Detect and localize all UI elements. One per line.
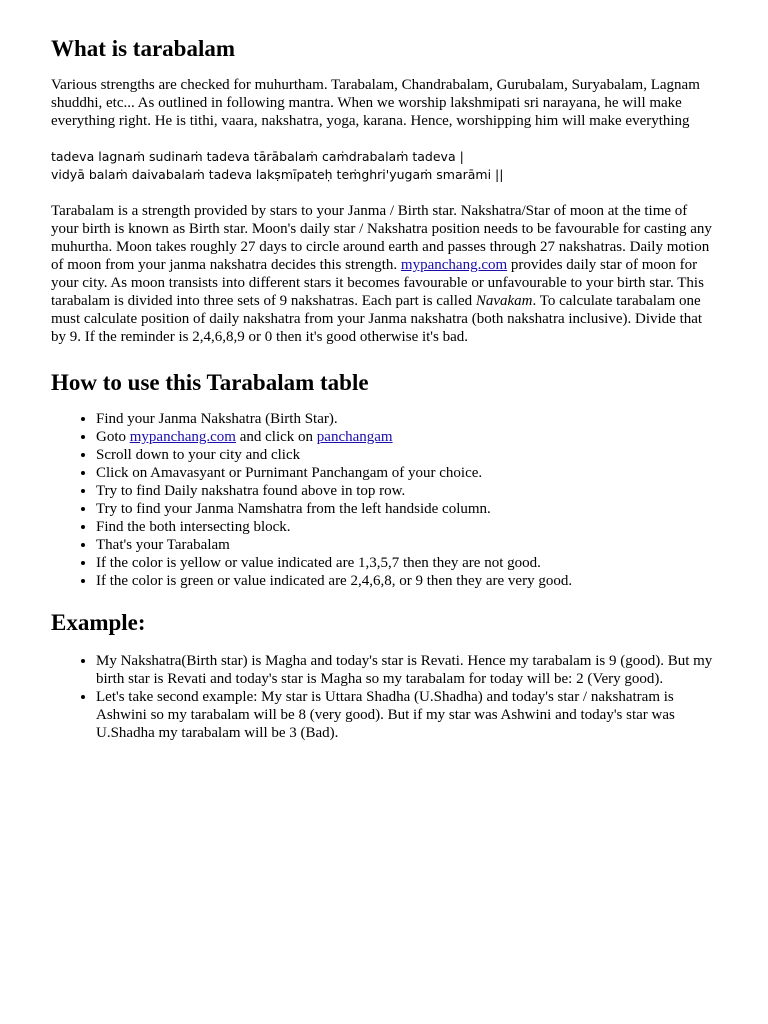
list-item: • That's your Tarabalam — [96, 536, 716, 554]
mantra-line-2: vidyā balaṁ daivabalaṁ tadeva lakṣmīpateḥ teṁghri'yugaṁ smarāmi || — [51, 167, 504, 182]
example-list — [51, 652, 716, 742]
list-item: • If the color is yellow or value indicated are 1,3,5,7 then they are not good. — [96, 554, 716, 572]
list-item: • Find the both intersecting block. — [96, 518, 716, 536]
panchangam-link[interactable]: panchangam — [316, 429, 393, 445]
paragraph-text-3: . To calculate tarabalam one must calculate position of daily nakshatra from your Janma nakshatra (both nakshatra inclusive). Divide that by 9. If the reminder is 2,4,6,8,9 or 0 then it's good otherwise it's bad. — [51, 293, 703, 345]
mypanchang-link[interactable]: mypanchang.com — [400, 257, 508, 273]
how-to-list — [51, 410, 716, 590]
paragraph-text-2: provides daily star of moon for your city. As moon transists into different stars it becomes favourable or unfavourable to your birth star. This tarabalam is divided into three sets of 9 nakshatras. Each part is called — [51, 257, 704, 309]
list-item: • Try to find your Janma Namshatra from the left handside column. — [96, 500, 716, 518]
tarabalam-explanation-paragraph — [51, 202, 716, 346]
navakam-term: Navakam — [475, 293, 533, 309]
mypanchang-link[interactable]: mypanchang.com — [129, 429, 236, 445]
list-item: • Try to find Daily nakshatra found above in top row. — [96, 482, 716, 500]
paragraph-text-1: Tarabalam is a strength provided by stars to your Janma / Birth star. Nakshatra/Star of moon at the time of your birth is known as Birth star. Moon's daily star / Nakshatra position needs to be favourable for casting any muhurtha. Moon takes roughly 27 days to circle around earth and passes through 27 nakshatras. Daily motion of moon from your janma nakshatra decides this strength. — [51, 203, 712, 273]
list-item: • Let's take second example: My star is Uttara Shadha (U.Shadha) and today's star / nakshatram is Ashwini so my tarabalam will be 8 (very good). But if my star was Ashwini and today's star was U.Shadha my tarabalam will be 3 (Bad). — [96, 688, 716, 742]
intro-paragraph: Various strengths are checked for muhurtham. Tarabalam, Chandrabalam, Gurubalam, Suryabalam, Lagnam shuddhi, etc... As outlined in following mantra. When we worship lakshmipati sri narayana, he will make everything right. He is tithi, vaara, nakshatra, yoga, karana. Hence, worshipping him will make everything — [51, 77, 700, 129]
mantra-block — [51, 148, 716, 184]
list-item-text: and click on — [235, 429, 317, 445]
mantra-line-1: tadeva lagnaṁ sudinaṁ tadeva tārābalaṁ caṁdrabalaṁ tadeva | — [51, 149, 464, 164]
heading-what-is-tarabalam: What is tarabalam — [51, 36, 235, 61]
list-item: • Scroll down to your city and click — [96, 446, 716, 464]
list-item — [96, 428, 716, 446]
list-item-text: Goto — [96, 429, 130, 445]
list-item: • If the color is green or value indicated are 2,4,6,8, or 9 then they are very good. — [96, 572, 716, 590]
list-item: • Click on Amavasyant or Purnimant Panchangam of your choice. — [96, 464, 716, 482]
heading-how-to-use: How to use this Tarabalam table — [51, 370, 369, 395]
list-item: • My Nakshatra(Birth star) is Magha and today's star is Revati. Hence my tarabalam is 9 (good). But my birth star is Revati and today's star is Magha so my tarabalam for today will be: 2 (Very good). — [96, 652, 716, 688]
list-item: • Find your Janma Nakshatra (Birth Star). — [96, 410, 716, 428]
heading-example: Example: — [51, 610, 146, 635]
